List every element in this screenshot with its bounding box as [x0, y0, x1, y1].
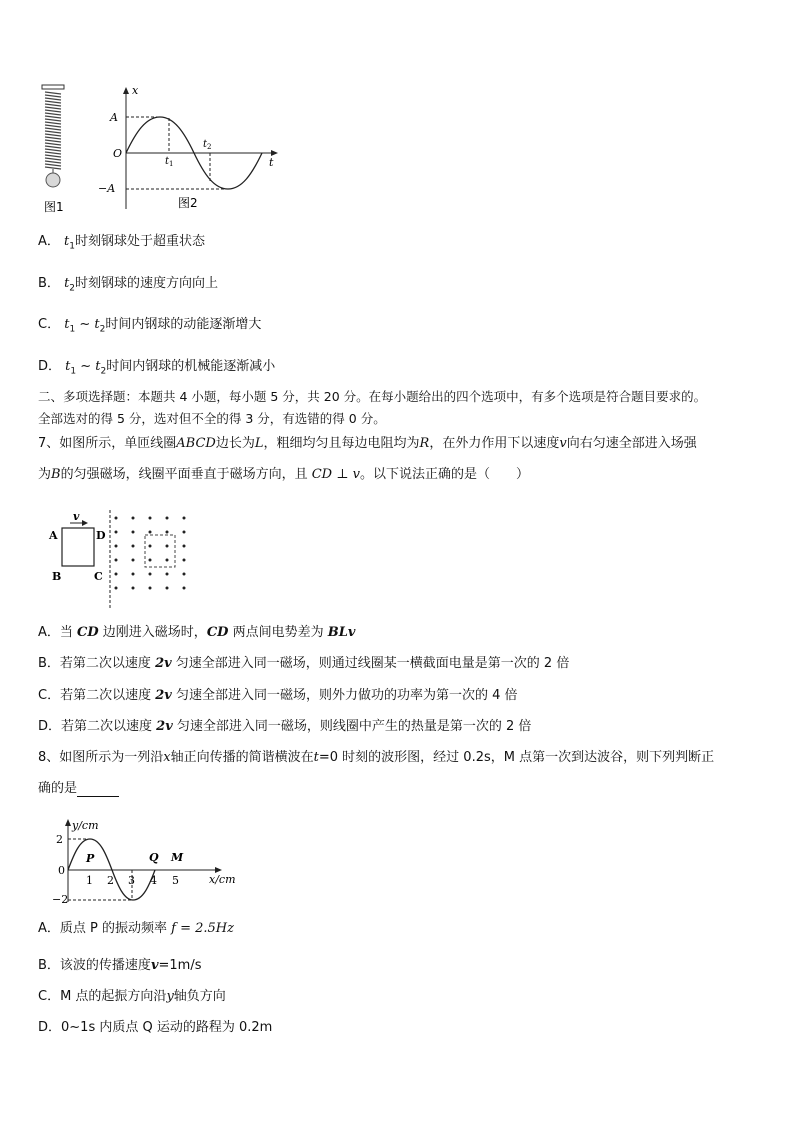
fig2-caption: 图2 [178, 196, 198, 210]
corner-A: A [49, 529, 58, 542]
corner-C: C [94, 570, 103, 583]
label-t2: $t_2$ [203, 139, 212, 151]
q7-option-c: C．若第二次以速度 2v 匀速全部进入同一磁场，则外力做功的功率为第一次的 4 倍 [38, 688, 518, 703]
label-O: O [113, 147, 123, 160]
fig1-caption: 图1 [44, 200, 64, 214]
x-tick-5: 5 [172, 874, 179, 887]
q7-coil-field-figure [46, 508, 206, 612]
section2-line1: 二、多项选择题：本题共 4 小题，每小题 5 分，共 20 分。在每小题给出的四个选项中，有多个选项是符合题目要求的。 [38, 389, 707, 404]
q6-option-c: C． $t_1$ ~ $t_2$时间内钢球的动能逐渐增大 [38, 317, 262, 335]
axis-x-label: x [132, 84, 139, 97]
velocity-label: v [73, 510, 80, 523]
point-P: P [86, 852, 95, 865]
q6-option-a: A． $t_1$时刻钢球处于超重状态 [38, 234, 206, 252]
spring-ball-figure [42, 85, 64, 214]
y-tick-0: 0 [58, 864, 65, 877]
point-M: M [171, 851, 184, 864]
y-tick-neg2: −2 [52, 893, 69, 906]
label-t1: $t_1$ [165, 156, 174, 168]
label-A: A [110, 111, 118, 124]
q7-option-b: B．若第二次以速度 2v 匀速全部进入同一磁场，则通过线圈某一横截面电量是第一次的 2 倍 [38, 656, 570, 671]
axis-t-label: t [269, 156, 274, 169]
label-neg-A: −A [98, 182, 116, 195]
answer-blank [77, 782, 119, 797]
section2-line2: 全部选对的得 5 分，选对但不全的得 3 分，有选错的得 0 分。 [38, 411, 386, 426]
xt-graph-figure [98, 84, 278, 210]
x-tick-3: 3 [128, 874, 135, 887]
q7-option-d: D．若第二次以速度 2v 匀速全部进入同一磁场，则线圈中产生的热量是第一次的 2 倍 [38, 719, 532, 734]
x-tick-1: 1 [86, 874, 93, 887]
x-tick-4: 4 [150, 874, 157, 887]
q6-option-b: B． $t_2$时刻钢球的速度方向向上 [38, 276, 219, 294]
corner-D: D [96, 529, 106, 542]
point-Q: Q [149, 851, 159, 864]
square-coil [62, 528, 94, 566]
steel-ball [46, 173, 60, 187]
q8-option-b: B．该波的传播速度v=1m/s [38, 958, 202, 973]
q6-figures [36, 84, 296, 216]
q6-option-d: D． $t_1$ ~ $t_2$时间内钢球的机械能逐渐减小 [38, 359, 276, 377]
q8-option-a: A．质点 P 的振动频率 f = 2.5Hz [38, 921, 234, 936]
q7-stem-line1: 7、如图所示，单匝线圈ABCD边长为L，粗细均匀且每边电阻均为R，在外力作用下以速度v向右匀速全部进入场强 [38, 436, 697, 451]
q7-option-a: A．当 CD 边刚进入磁场时，CD 两点间电势差为 BLv [38, 625, 356, 640]
y-axis-label: y/cm [72, 819, 99, 832]
x-axis-label: x/cm [209, 873, 236, 886]
corner-B: B [52, 570, 62, 583]
q7-stem-line2: 为B的匀强磁场，线圈平面垂直于磁场方向，且 CD ⊥ v。以下说法正确的是（ ） [38, 467, 529, 482]
q8-option-c: C．M 点的起振方向沿y轴负方向 [38, 989, 226, 1004]
q8-stem-line2: 确的是 [38, 781, 119, 797]
q8-stem-line1: 8、如图所示为一列沿x轴正向传播的简谐横波在t=0 时刻的波形图，经过 0.2s，M 点第一次到达波谷，则下列判断正 [38, 750, 715, 765]
q8-wave-figure [52, 816, 252, 906]
x-tick-2: 2 [107, 874, 114, 887]
q8-option-d: D．0~1s 内质点 Q 运动的路程为 0.2m [38, 1020, 273, 1035]
y-tick-2: 2 [56, 833, 63, 846]
